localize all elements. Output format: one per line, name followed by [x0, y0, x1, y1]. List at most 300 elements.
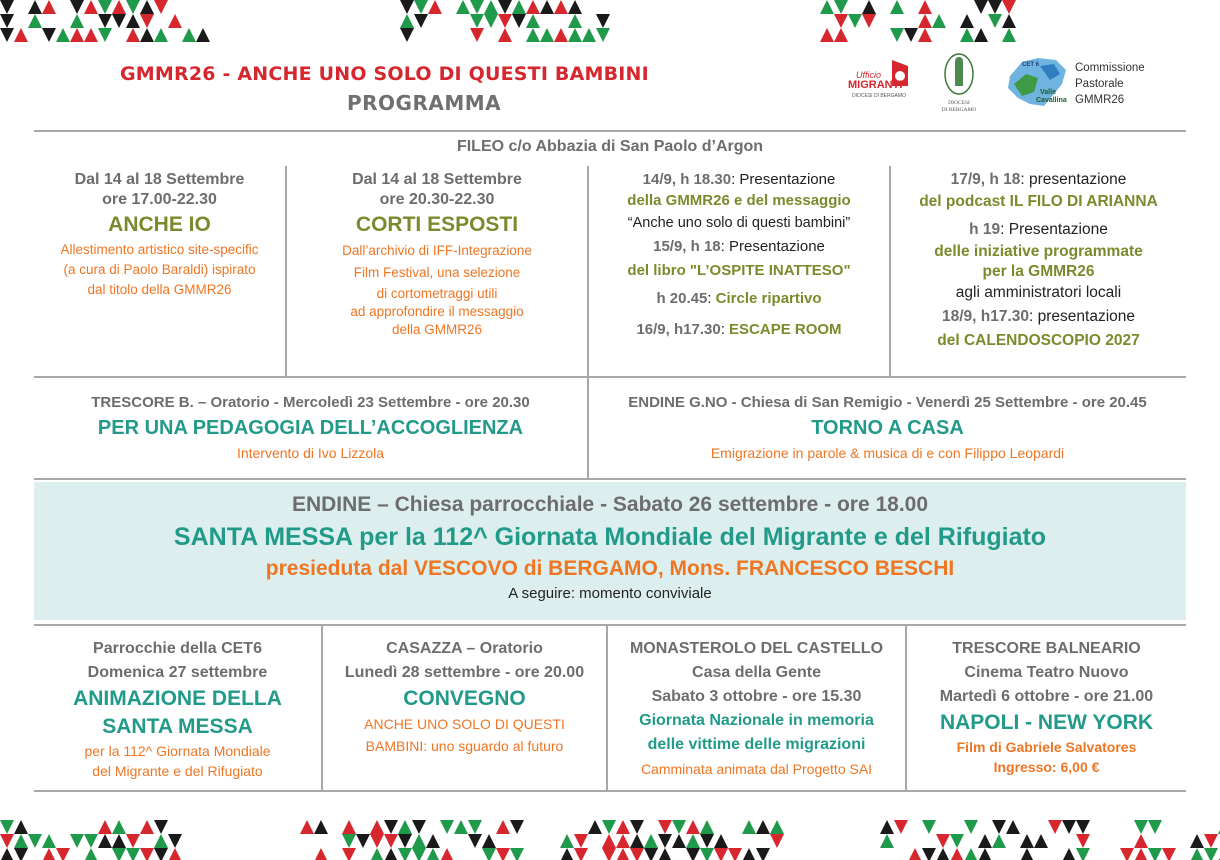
decorative-top-border: [0, 0, 1220, 44]
decorative-triangle: [950, 848, 964, 860]
decorative-triangle: [56, 848, 70, 860]
event-highlight: della GMMR26 e del messaggio: [627, 192, 851, 209]
decorative-triangle: [14, 848, 28, 860]
decorative-triangle: [126, 0, 140, 14]
decorative-triangle: [964, 820, 978, 834]
decorative-triangle: [512, 0, 526, 14]
fileo-heading: FILEO c/o Abbazia di San Paolo d’Argon: [456, 138, 764, 155]
decorative-triangle: [126, 834, 140, 848]
divider: [34, 376, 1186, 378]
decorative-triangle: [644, 834, 658, 848]
svg-text:Valle: Valle: [1040, 89, 1056, 96]
event-desc: BAMBINI: uno sguardo al futuro: [365, 738, 564, 754]
decorative-triangle: [342, 834, 356, 848]
decorative-triangle: [384, 820, 398, 834]
decorative-triangle: [196, 28, 210, 42]
svg-text:MIGRANTI: MIGRANTI: [848, 79, 903, 91]
decorative-triangle: [644, 848, 658, 860]
decorative-triangle: [70, 14, 84, 28]
pedagogia-event: [34, 392, 587, 464]
event-heading: ENDINE G.NO - Chiesa di San Remigio - Venerdì 25 Settembre - ore 20.45: [628, 394, 1147, 411]
event-date: Domenica 27 settembre: [87, 664, 268, 681]
decorative-triangle: [314, 820, 328, 834]
decorative-triangle: [992, 834, 1006, 848]
commission-line: GMMR26: [1075, 94, 1125, 106]
decorative-triangle: [918, 14, 932, 28]
decorative-triangle: [498, 14, 512, 28]
decorative-triangle: [582, 28, 596, 42]
decorative-triangle: [862, 28, 876, 42]
decorative-triangle: [526, 0, 540, 14]
decorative-triangle: [168, 28, 182, 42]
anche-io-event: [34, 170, 285, 300]
decorative-triangle: [672, 848, 686, 860]
decorative-triangle: [84, 834, 98, 848]
decorative-triangle: [512, 14, 526, 28]
decorative-triangle: [978, 848, 992, 860]
event-desc: ad approfondire il messaggio: [350, 304, 524, 319]
decorative-triangle: [1120, 848, 1134, 860]
decorative-triangle: [384, 834, 398, 848]
decorative-triangle: [442, 28, 456, 42]
decorative-triangle: [140, 14, 154, 28]
decorative-triangle: [168, 14, 182, 28]
decorative-triangle: [700, 820, 714, 834]
decorative-triangle: [440, 820, 454, 834]
decorative-triangle: [602, 848, 616, 860]
event-highlight: del libro "L’OSPITE INATTESO": [627, 262, 851, 279]
decorative-triangle: [300, 820, 314, 834]
commission-line: Pastorale: [1075, 78, 1124, 90]
decorative-triangle: [98, 14, 112, 28]
decorative-triangle: [456, 0, 470, 14]
decorative-triangle: [140, 28, 154, 42]
decorative-triangle: [602, 834, 616, 848]
decorative-triangle: [988, 28, 1002, 42]
decorative-triangle: [154, 820, 168, 834]
event-title: TORNO A CASA: [811, 417, 964, 439]
decorative-triangle: [126, 848, 140, 860]
event-desc: del Migrante e del Rifugiato: [92, 763, 263, 779]
event-place: Parrocchie della CET6: [93, 640, 262, 657]
decorative-triangle: [1020, 848, 1034, 860]
decorative-triangle: [414, 0, 428, 14]
decorative-triangle: [596, 14, 610, 28]
event-title: CONVEGNO: [403, 687, 526, 710]
decorative-triangle: [574, 834, 588, 848]
event-desc: Film di Gabriele Salvatores: [956, 739, 1137, 755]
decorative-triangle: [126, 28, 140, 42]
decorative-triangle: [560, 848, 574, 860]
event-desc: per la 112^ Giornata Mondiale: [84, 743, 271, 759]
decorative-triangle: [540, 28, 554, 42]
decorative-triangle: [98, 834, 112, 848]
decorative-triangle: [0, 834, 14, 848]
decorative-triangle: [370, 820, 384, 834]
decorative-triangle: [1048, 820, 1062, 834]
event-desc: ANCHE UNO SOLO DI QUESTI: [364, 716, 565, 732]
decorative-triangle: [126, 820, 140, 834]
decorative-triangle: [384, 848, 398, 860]
event-desc: Allestimento artistico site-specific: [60, 242, 259, 257]
decorative-triangle: [496, 820, 510, 834]
decorative-triangle: [342, 848, 356, 860]
decorative-triangle: [168, 834, 182, 848]
event-heading: TRESCORE B. – Oratorio - Mercoledì 23 Settembre - ore 20.30: [91, 394, 530, 411]
decorative-triangle: [356, 848, 370, 860]
decorative-triangle: [484, 14, 498, 28]
divider: [34, 790, 1186, 792]
decorative-triangle: [616, 834, 630, 848]
decorative-triangle: [658, 848, 672, 860]
decorative-triangle: [154, 834, 168, 848]
event-highlight: per la GMMR26: [982, 263, 1095, 280]
decorative-triangle: [1204, 834, 1218, 848]
decorative-triangle: [834, 14, 848, 28]
decorative-triangle: [1002, 14, 1016, 28]
decorative-triangle: [496, 848, 510, 860]
commission-label: [1075, 60, 1145, 108]
decorative-triangle: [1034, 834, 1048, 848]
page-title: GMMR26 - ANCHE UNO SOLO DI QUESTI BAMBINI: [120, 63, 649, 85]
decorative-triangle: [876, 14, 890, 28]
decorative-triangle: [0, 28, 14, 42]
decorative-triangle: [400, 14, 414, 28]
decorative-triangle: [400, 0, 414, 14]
event-desc: Intervento di Ivo Lizzola: [236, 445, 385, 461]
decorative-triangle: [658, 834, 672, 848]
decorative-triangle: [112, 848, 126, 860]
decorative-triangle: [456, 28, 470, 42]
event-when: h 19: [969, 221, 1001, 238]
decorative-triangle: [700, 848, 714, 860]
decorative-triangle: [862, 0, 876, 14]
event-place: TRESCORE BALNEARIO: [952, 640, 1141, 657]
decorative-triangle: [412, 834, 426, 848]
svg-text:Ufficio: Ufficio: [856, 70, 882, 80]
decorative-triangle: [1134, 848, 1148, 860]
svg-text:Cavallina: Cavallina: [1036, 97, 1067, 104]
decorative-triangle: [1190, 848, 1204, 860]
decorative-triangle: [1076, 834, 1090, 848]
decorative-triangle: [0, 0, 14, 14]
decorative-triangle: [70, 0, 84, 14]
event-when: 18/9, h17.30: [941, 308, 1030, 325]
decorative-triangle: [140, 0, 154, 14]
event-title: ANIMAZIONE DELLA: [73, 687, 282, 710]
decorative-triangle: [526, 28, 540, 42]
event-desc: (a cura di Paolo Baraldi) ispirato: [63, 262, 256, 277]
event-highlight: ESCAPE ROOM: [729, 321, 842, 338]
decorative-triangle: [820, 28, 834, 42]
decorative-triangle: [908, 848, 922, 860]
event-date: Lunedì 28 settembre - ore 20.00: [344, 664, 585, 681]
decorative-triangle: [140, 820, 154, 834]
decorative-triangle: [602, 820, 616, 834]
decorative-triangle: [442, 14, 456, 28]
event-text: :: [707, 290, 716, 307]
decorative-triangle: [936, 848, 950, 860]
event-desc: di cortometraggi utili: [376, 286, 498, 301]
decorative-triangle: [1006, 848, 1020, 860]
decorative-triangle: [1002, 28, 1016, 42]
event-highlight: del CALENDOSCOPIO 2027: [937, 332, 1140, 349]
decorative-triangle: [1134, 834, 1148, 848]
decorative-triangle: [960, 0, 974, 14]
event-title: CORTI ESPOSTI: [355, 213, 519, 236]
decorative-triangle: [1190, 834, 1204, 848]
decorative-triangle: [918, 28, 932, 42]
decorative-triangle: [398, 834, 412, 848]
event-text: : Presentazione: [731, 171, 836, 188]
decorative-triangle: [470, 0, 484, 14]
event-place: CASAZZA – Oratorio: [386, 640, 543, 657]
convegno-event: [323, 637, 606, 757]
decorative-triangle: [14, 834, 28, 848]
event-desc: Emigrazione in parole & musica di e con Filippo Leopardi: [710, 445, 1065, 461]
decorative-triangle: [700, 834, 714, 848]
decorative-triangle: [588, 834, 602, 848]
decorative-triangle: [470, 28, 484, 42]
decorative-triangle: [70, 848, 84, 860]
decorative-triangle: [1006, 820, 1020, 834]
decorative-triangle: [672, 834, 686, 848]
decorative-triangle: [398, 848, 412, 860]
event-desc: Ingresso: 6,00 €: [993, 759, 1100, 775]
torno-a-casa-event: [589, 392, 1186, 464]
podcast-events: [891, 170, 1186, 348]
decorative-triangle: [482, 820, 496, 834]
decorative-triangle: [1148, 820, 1162, 834]
event-when: 16/9, h17.30: [636, 321, 721, 338]
event-date: Sabato 3 ottobre - ore 15.30: [651, 688, 862, 705]
divider: [34, 478, 1186, 480]
decorative-triangle: [370, 834, 384, 848]
decorative-triangle: [1062, 848, 1076, 860]
decorative-triangle: [398, 820, 412, 834]
decorative-triangle: [904, 28, 918, 42]
decorative-triangle: [630, 834, 644, 848]
decorative-triangle: [880, 834, 894, 848]
decorative-triangle: [84, 848, 98, 860]
event-time: ore 17.00-22.30: [102, 191, 217, 208]
decorative-triangle: [300, 834, 314, 848]
event-date: Martedì 6 ottobre - ore 21.00: [939, 688, 1154, 705]
decorative-triangle: [28, 834, 42, 848]
decorative-triangle: [1076, 848, 1090, 860]
decorative-triangle: [42, 0, 56, 14]
decorative-triangle: [658, 820, 672, 834]
decorative-triangle: [820, 0, 834, 14]
decorative-triangle: [686, 834, 700, 848]
decorative-triangle: [964, 848, 978, 860]
decorative-triangle: [0, 820, 14, 834]
decorative-triangle: [974, 28, 988, 42]
decorative-triangle: [1076, 820, 1090, 834]
decorative-triangle: [1062, 834, 1076, 848]
decorative-triangle: [400, 28, 414, 42]
decorative-triangle: [42, 834, 56, 848]
decorative-triangle: [42, 14, 56, 28]
decorative-triangle: [554, 0, 568, 14]
decorative-triangle: [922, 820, 936, 834]
decorative-triangle: [742, 848, 756, 860]
decorative-triangle: [56, 28, 70, 42]
decorative-triangle: [470, 14, 484, 28]
event-when: 14/9, h 18.30: [642, 171, 732, 188]
decorative-triangle: [70, 834, 84, 848]
decorative-triangle: [922, 834, 936, 848]
decorative-triangle: [356, 834, 370, 848]
decorative-triangle: [770, 820, 784, 834]
event-text: agli amministratori locali: [955, 284, 1122, 301]
decorative-triangle: [742, 820, 756, 834]
decorative-triangle: [482, 848, 496, 860]
decorative-triangle: [14, 820, 28, 834]
mass-heading: ENDINE – Chiesa parrocchiale - Sabato 26 settembre - ore 18.00: [291, 493, 929, 516]
decorative-triangle: [14, 28, 28, 42]
divider: [34, 130, 1186, 132]
decorative-triangle: [630, 820, 644, 834]
decorative-triangle: [1020, 834, 1034, 848]
decorative-triangle: [932, 28, 946, 42]
decorative-triangle: [314, 834, 328, 848]
decorative-triangle: [974, 0, 988, 14]
event-title: NAPOLI - NEW YORK: [939, 711, 1154, 734]
decorative-triangle: [428, 0, 442, 14]
svg-text:CET 6: CET 6: [1022, 62, 1040, 68]
event-desc: dal titolo della GMMR26: [87, 282, 232, 297]
santa-messa-event: [34, 490, 1186, 604]
decorative-triangle: [168, 848, 182, 860]
decorative-triangle: [588, 848, 602, 860]
decorative-triangle: [1062, 820, 1076, 834]
decorative-triangle: [922, 848, 936, 860]
diocesi-di-bergamo-logo: [936, 52, 982, 116]
decorative-triangle: [28, 0, 42, 14]
mass-title: SANTA MESSA per la 112^ Giornata Mondiale del Migrante e del Rifugiato: [173, 523, 1047, 551]
ufficio-migranti-logo: [846, 56, 916, 102]
decorative-triangle: [978, 834, 992, 848]
decorative-triangle: [848, 14, 862, 28]
decorative-triangle: [440, 848, 454, 860]
decorative-bottom-border: [0, 816, 1220, 860]
decorative-triangle: [454, 834, 468, 848]
decorative-triangle: [988, 0, 1002, 14]
decorative-triangle: [588, 820, 602, 834]
event-title: ANCHE IO: [108, 213, 211, 236]
decorative-triangle: [526, 14, 540, 28]
decorative-triangle: [140, 848, 154, 860]
decorative-triangle: [484, 0, 498, 14]
decorative-triangle: [454, 820, 468, 834]
event-highlight: delle vittime delle migrazioni: [647, 736, 866, 753]
commission-line: Commissione: [1075, 62, 1145, 74]
decorative-triangle: [946, 14, 960, 28]
decorative-triangle: [426, 834, 440, 848]
decorative-triangle: [496, 834, 510, 848]
decorative-triangle: [988, 14, 1002, 28]
event-highlight: Giornata Nazionale in memoria: [639, 712, 874, 729]
divider: [34, 624, 1186, 626]
napoli-new-york-event: [907, 637, 1186, 777]
decorative-triangle: [112, 820, 126, 834]
svg-text:DI BERGAMO: DI BERGAMO: [941, 107, 977, 113]
decorative-triangle: [154, 28, 168, 42]
decorative-triangle: [328, 834, 342, 848]
decorative-triangle: [70, 28, 84, 42]
event-title: SANTA MESSA: [102, 715, 253, 738]
decorative-triangle: [616, 848, 630, 860]
decorative-triangle: [890, 14, 904, 28]
event-desc: Camminata animata dal Progetto SAI: [640, 761, 873, 777]
decorative-triangle: [1162, 834, 1176, 848]
decorative-triangle: [932, 14, 946, 28]
svg-text:DIOCESI: DIOCESI: [948, 100, 970, 106]
decorative-triangle: [686, 848, 700, 860]
decorative-triangle: [1162, 848, 1176, 860]
decorative-triangle: [468, 820, 482, 834]
decorative-triangle: [756, 848, 770, 860]
decorative-triangle: [596, 28, 610, 42]
event-date: Dal 14 al 18 Settembre: [74, 171, 245, 188]
event-highlight: Circle ripartivo: [715, 290, 822, 307]
decorative-triangle: [84, 0, 98, 14]
decorative-triangle: [834, 28, 848, 42]
decorative-triangle: [84, 28, 98, 42]
mass-after: A seguire: momento conviviale: [508, 585, 712, 602]
corti-esposti-event: [287, 170, 587, 340]
decorative-triangle: [112, 0, 126, 14]
event-place: MONASTEROLO DEL CASTELLO: [629, 640, 884, 657]
event-when: 15/9, h 18: [653, 238, 721, 255]
decorative-triangle: [498, 0, 512, 14]
decorative-triangle: [728, 848, 742, 860]
decorative-triangle: [510, 848, 524, 860]
decorative-triangle: [482, 834, 496, 848]
decorative-triangle: [574, 848, 588, 860]
event-date: Dal 14 al 18 Settembre: [352, 171, 522, 188]
event-desc: Film Festival, una selezione: [353, 265, 521, 280]
event-desc: della GMMR26: [391, 322, 483, 337]
decorative-triangle: [412, 820, 426, 834]
decorative-triangle: [154, 0, 168, 14]
event-desc: Dall’archivio di IFF-Integrazione: [342, 243, 532, 258]
decorative-triangle: [98, 28, 112, 42]
decorative-triangle: [672, 820, 686, 834]
giornata-memoria-event: [608, 637, 905, 781]
decorative-triangle: [1204, 848, 1218, 860]
decorative-triangle: [960, 14, 974, 28]
decorative-triangle: [554, 28, 568, 42]
decorative-triangle: [876, 28, 890, 42]
event-venue: Cinema Teatro Nuovo: [964, 664, 1129, 681]
event-quote: “Anche uno solo di questi bambini”: [627, 215, 851, 231]
event-text: : presentazione: [1020, 171, 1127, 188]
event-highlight: delle iniziative programmate: [934, 243, 1143, 260]
decorative-triangle: [468, 834, 482, 848]
decorative-triangle: [950, 820, 964, 834]
event-when: 17/9, h 18: [950, 171, 1021, 188]
decorative-triangle: [936, 834, 950, 848]
decorative-triangle: [498, 28, 512, 42]
decorative-triangle: [936, 820, 950, 834]
decorative-triangle: [370, 848, 384, 860]
decorative-triangle: [112, 834, 126, 848]
decorative-triangle: [616, 820, 630, 834]
presentazioni-events: [589, 170, 889, 344]
decorative-triangle: [1002, 0, 1016, 14]
